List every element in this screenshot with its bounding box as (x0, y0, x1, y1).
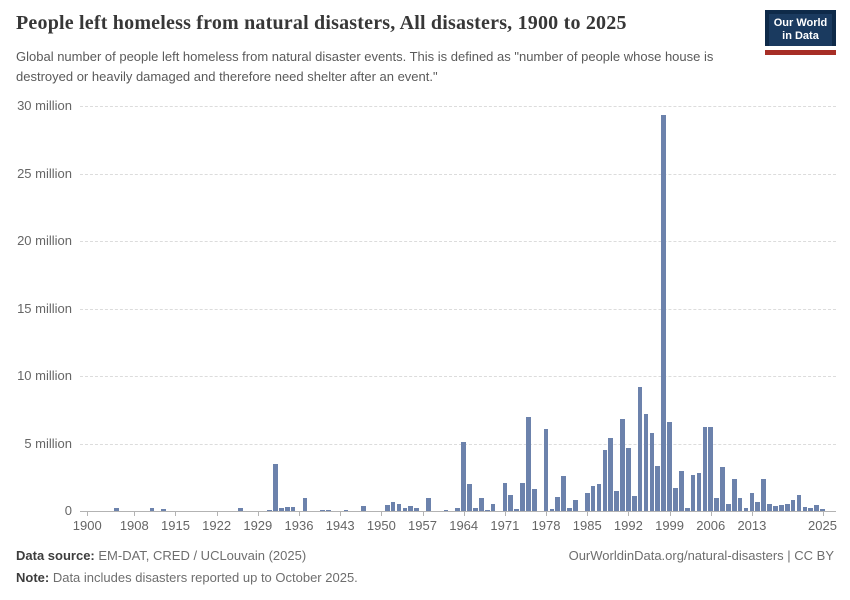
bar-1983 (573, 500, 578, 511)
x-tick-1992 (628, 512, 629, 516)
logo-line2: in Data (782, 30, 819, 42)
bar-1955 (408, 506, 413, 511)
bar-1972 (508, 495, 513, 511)
bar-1968 (485, 510, 490, 511)
bar-2004 (697, 473, 702, 511)
bar-2013 (750, 493, 755, 511)
x-tick-1900 (87, 512, 88, 516)
bar-1978 (544, 429, 549, 511)
footer-source-row (16, 548, 834, 563)
x-axis-baseline (80, 511, 836, 512)
x-axis-label-1915: 1915 (161, 518, 190, 533)
x-axis-label-1971: 1971 (490, 518, 520, 533)
x-axis-label-1950: 1950 (366, 518, 396, 533)
bar-2005 (703, 427, 708, 511)
bar-1961 (444, 510, 449, 511)
note-label: Note: (16, 570, 50, 585)
bar-1941 (326, 510, 331, 511)
bar-1990 (614, 491, 619, 511)
bar-2010 (732, 479, 737, 511)
bar-1905 (114, 508, 119, 511)
bar-1982 (567, 508, 572, 511)
x-axis-label-1908: 1908 (119, 518, 149, 533)
bar-1956 (414, 508, 419, 511)
y-axis-label-0: 0 (64, 503, 72, 518)
bar-1994 (638, 387, 643, 511)
bar-1952 (391, 502, 396, 511)
footer-note-row (16, 570, 834, 585)
bar-1991 (620, 419, 625, 511)
bar-2014 (755, 502, 760, 511)
bar-1981 (561, 476, 566, 511)
bar-1979 (550, 509, 555, 511)
x-tick-1978 (546, 512, 547, 516)
x-tick-2025 (823, 512, 824, 516)
x-axis-label-2006: 2006 (696, 518, 726, 533)
bar-1951 (385, 505, 390, 511)
bar-1987 (597, 484, 602, 511)
bar-2015 (761, 479, 766, 511)
data-source-label: Data source: (16, 548, 95, 563)
bar-2018 (779, 505, 784, 511)
y-axis-label-5: 5 million (24, 435, 72, 451)
x-tick-1908 (134, 512, 135, 516)
x-tick-2013 (752, 512, 753, 516)
bar-1911 (150, 508, 155, 511)
x-axis-label-1922: 1922 (202, 518, 232, 533)
bar-1992 (626, 448, 631, 511)
x-tick-1999 (670, 512, 671, 516)
bar-2008 (720, 467, 725, 511)
bar-1976 (532, 489, 537, 511)
bar-1975 (526, 417, 531, 512)
bar-2009 (726, 504, 731, 511)
x-axis-label-2025: 2025 (808, 518, 837, 533)
bar-1933 (279, 508, 284, 511)
bar-1996 (650, 433, 655, 511)
x-axis-label-1999: 1999 (655, 518, 685, 533)
y-axis-label-20: 20 million (17, 233, 72, 248)
bar-2022 (803, 507, 808, 511)
bar-2000 (673, 488, 678, 511)
bar-1995 (644, 414, 649, 511)
bar-2006 (708, 427, 713, 511)
bar-1980 (555, 497, 560, 511)
bar-1953 (397, 504, 402, 511)
x-tick-1985 (587, 512, 588, 516)
bar-1973 (514, 509, 519, 511)
bar-1963 (455, 508, 460, 511)
bar-1935 (291, 507, 296, 511)
x-axis-label-1929: 1929 (243, 518, 273, 533)
bar-1966 (473, 508, 478, 511)
x-tick-1929 (258, 512, 259, 516)
bar-1965 (467, 484, 472, 511)
bar-1947 (361, 506, 366, 511)
bar-1944 (344, 510, 349, 511)
y-axis-label-10: 10 million (17, 368, 72, 383)
bar-1985 (585, 493, 590, 511)
bar-1997 (655, 466, 660, 511)
x-axis-label-1992: 1992 (613, 518, 643, 533)
x-tick-1957 (423, 512, 424, 516)
x-tick-1964 (464, 512, 465, 516)
bar-1937 (303, 498, 308, 512)
bar-1989 (608, 438, 613, 511)
bar-2002 (685, 508, 690, 511)
bar-2012 (744, 508, 749, 511)
x-axis-label-2013: 2013 (737, 518, 767, 533)
data-source-text: EM-DAT, CRED / UCLouvain (2025) (94, 548, 307, 563)
x-axis-label-1964: 1964 (449, 518, 479, 533)
chart-subtitle: Global number of people left homeless from natural disaster events. This is defined as "number of people whose house is destroyed or heavily damaged and therefore need shelter after an event." (16, 49, 714, 84)
bar-2021 (797, 495, 802, 511)
bar-2001 (679, 471, 684, 512)
bar-2011 (738, 498, 743, 511)
bar-1999 (667, 422, 672, 511)
bar-1971 (503, 483, 508, 511)
x-axis-label-1900: 1900 (72, 518, 102, 533)
bar-1954 (403, 508, 408, 511)
bar-1926 (238, 508, 243, 511)
bar-1913 (161, 509, 166, 511)
y-axis-label-25: 25 million (17, 165, 72, 181)
bar-1932 (273, 464, 278, 511)
attribution-link[interactable]: OurWorldinData.org/natural-disasters | CC BY (568, 548, 834, 563)
bar-2019 (785, 504, 790, 511)
bar-2017 (773, 506, 778, 511)
x-axis-label-1943: 1943 (325, 518, 355, 533)
x-tick-1971 (505, 512, 506, 516)
x-axis-label-1985: 1985 (572, 518, 602, 533)
bar-1969 (491, 504, 496, 511)
bar-2025 (820, 509, 825, 511)
x-tick-1922 (217, 512, 218, 516)
y-axis-label-15: 15 million (17, 300, 72, 316)
page-title: People left homeless from natural disasters, All disasters, 1900 to 2025 (16, 12, 627, 34)
bar-2020 (791, 500, 796, 511)
bar-1940 (320, 510, 325, 511)
logo-line1: Our World (773, 17, 828, 30)
x-axis-label-1936: 1936 (284, 518, 314, 533)
bar-1958 (426, 498, 431, 511)
plot-area (82, 106, 832, 511)
bar-1964 (461, 442, 466, 511)
bar-1993 (632, 496, 637, 511)
bar-1967 (479, 498, 484, 511)
x-tick-1943 (340, 512, 341, 516)
note-text: Data includes disasters reported up to October 2025. (49, 570, 358, 585)
x-axis-label-1978: 1978 (531, 518, 561, 533)
bar-2016 (767, 504, 772, 511)
bar-2023 (808, 508, 813, 511)
bar-1986 (591, 486, 596, 511)
bar-1998 (661, 115, 666, 511)
x-tick-1936 (299, 512, 300, 516)
x-tick-1915 (175, 512, 176, 516)
x-tick-1950 (381, 512, 382, 516)
bar-1931 (267, 510, 272, 511)
y-axis-label-30: 30 million (17, 98, 72, 113)
bar-2003 (691, 475, 696, 511)
x-tick-2006 (711, 512, 712, 516)
bar-2007 (714, 498, 719, 511)
x-axis-label-1957: 1957 (408, 518, 437, 533)
bar-2024 (814, 505, 819, 511)
bar-1974 (520, 483, 525, 511)
bar-1988 (603, 450, 608, 511)
bar-1934 (285, 507, 290, 511)
